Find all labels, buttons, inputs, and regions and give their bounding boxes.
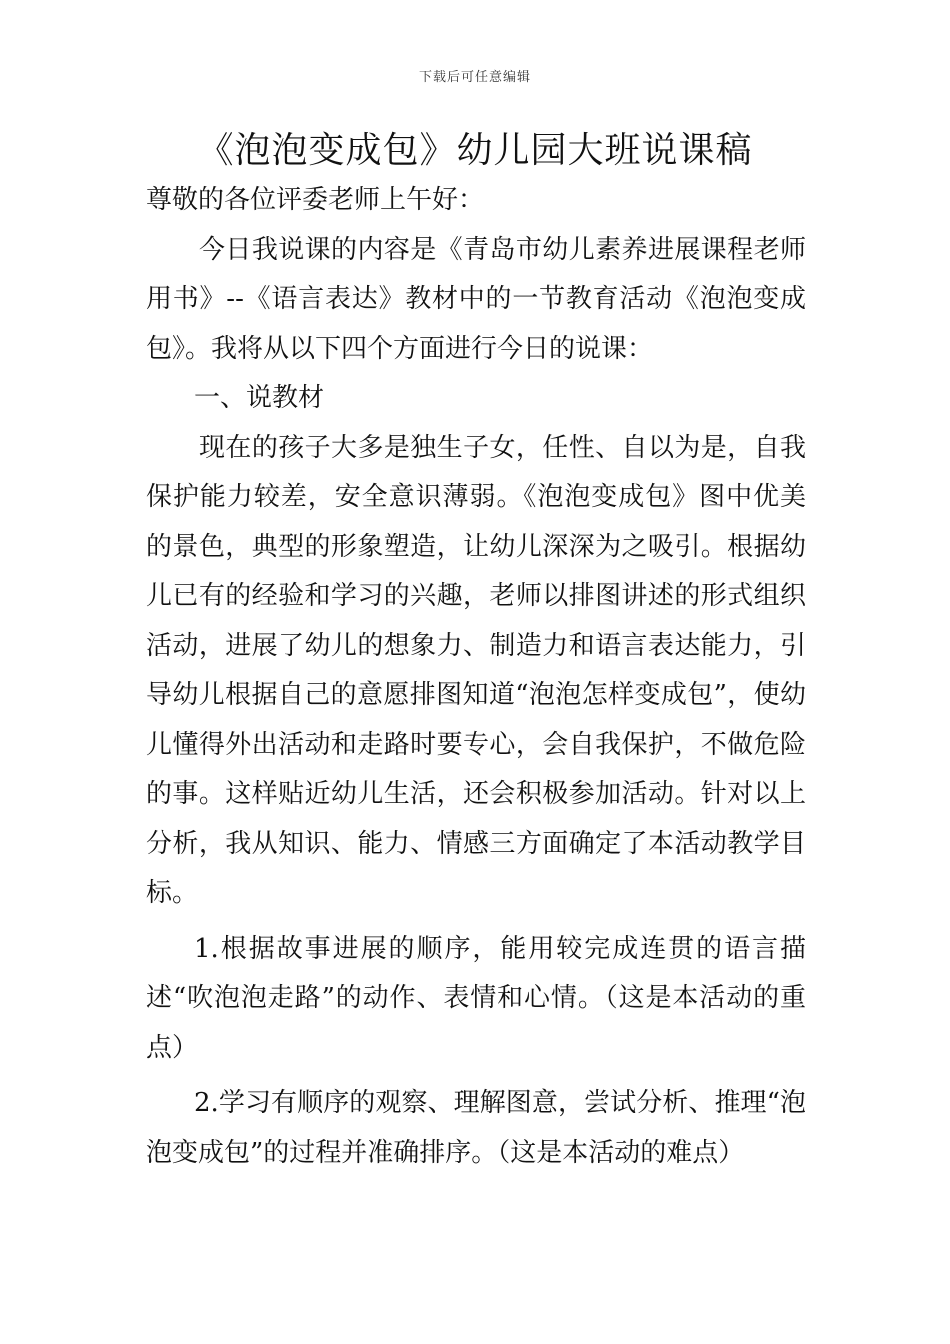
page-title: 《泡泡变成包》幼儿园大班说课稿 [197, 130, 753, 171]
greeting: 尊敬的各位评委老师上午好： [146, 185, 485, 215]
analysis-paragraph: 现在的孩子大多是独生子女，任性、自以为是，自我保护能力较差，安全意识薄弱。《泡泡变成包》图中优美的景色，典型的形象塑造，让幼儿深深为之吸引。根据幼儿已有的经验和学习的兴趣，老师以排图讲述的形式组织活动，进展了幼儿的想象力、制造力和语言表达能力，引导幼儿根据自己的意愿排图知道“泡泡怎样变成包”，使幼儿懂得外出活动和走路时要专心，会自我保护，不做危险的事。这样贴近幼儿生活，还会积极参加活动。针对以上分析，我从知识、能力、情感三方面确定了本活动教学目标。 [146, 432, 806, 908]
section-heading-textbook: 一、说教材 [194, 383, 325, 413]
intro-paragraph: 今日我说课的内容是《青岛市幼儿素养进展课程老师用书》--《语言表达》教材中的一节教育活动《泡泡变成包》。我将从以下四个方面进行今日的说课： [146, 234, 806, 364]
header-note: 下载后可任意编辑 [418, 70, 531, 85]
goal-1-paragraph: 1.根据故事进展的顺序，能用较完成连贯的语言描述“吹泡泡走路”的动作、表情和心情。（这是本活动的重点） [146, 933, 806, 1063]
goal-2-paragraph: 2.学习有顺序的观察、理解图意，尝试分析、推理“泡泡变成包”的过程并准确排序。（这是本活动的难点） [146, 1088, 806, 1168]
document-body [146, 176, 806, 1178]
